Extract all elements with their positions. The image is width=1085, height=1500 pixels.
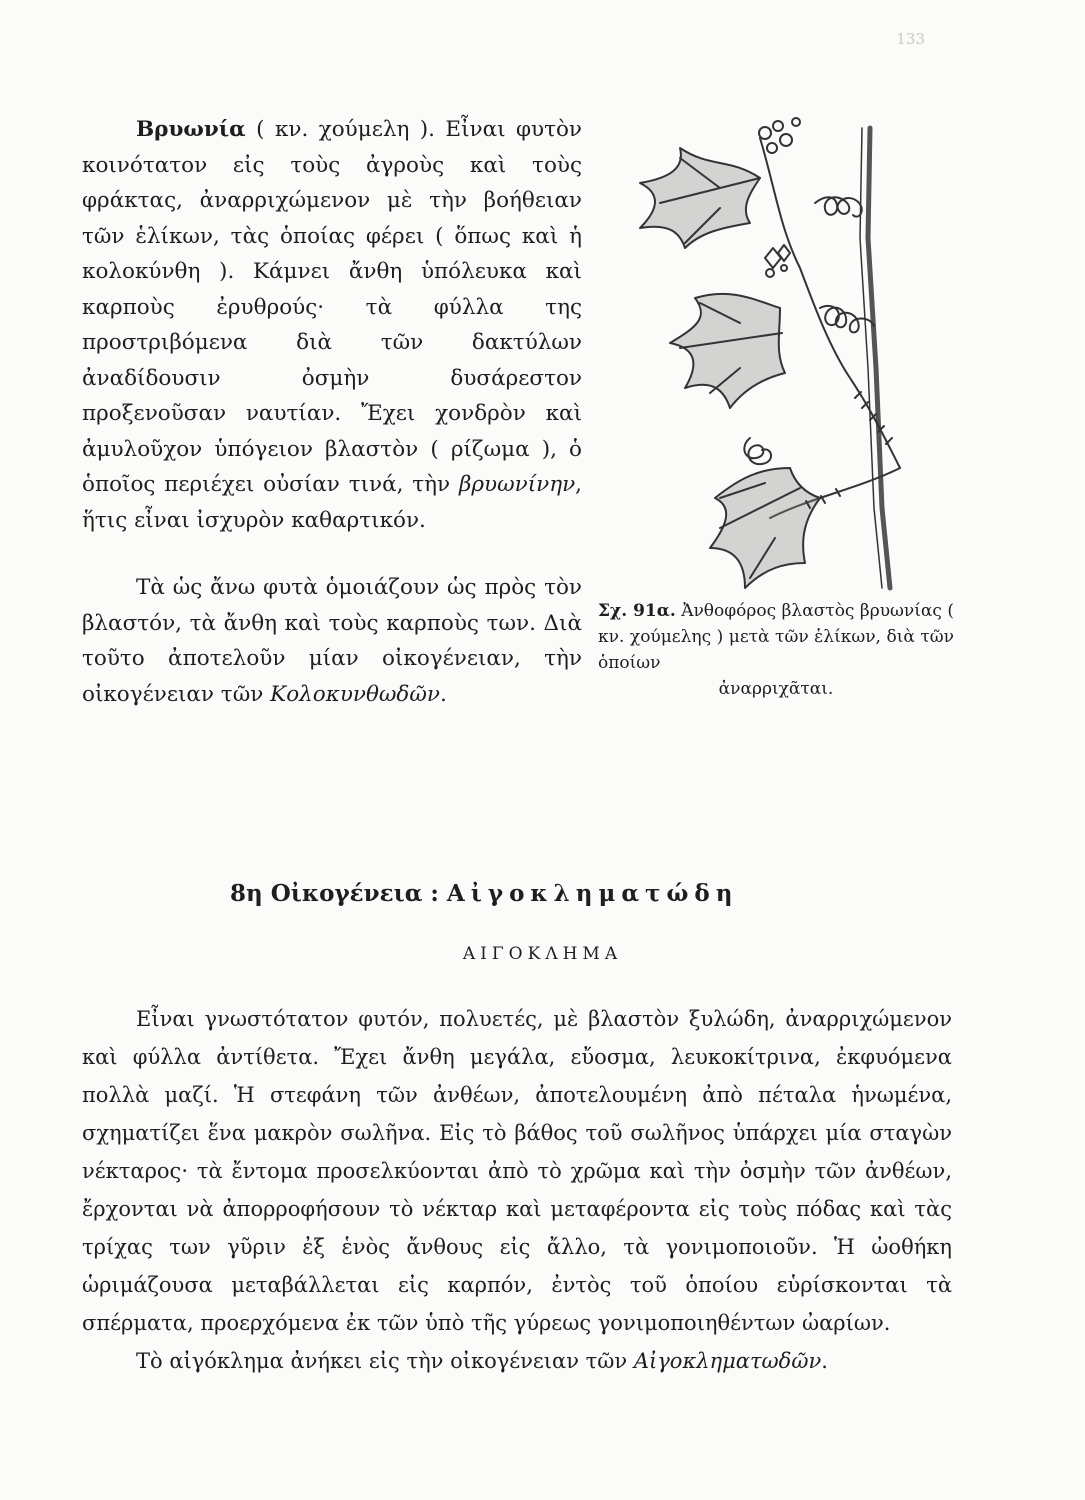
similarity-paragraph <box>82 570 582 712</box>
family-heading-name: Αἰγοκληματώδη <box>446 880 739 907</box>
section-title: ΑΙΓΟΚΛΗΜΑ <box>462 944 623 964</box>
family-heading <box>230 880 738 907</box>
figure-caption-end: ἀναρριχᾶται. <box>718 679 834 699</box>
plant-name: Βρυωνία <box>136 117 246 142</box>
bryonia-paragraph <box>82 112 582 538</box>
similarity-end: . <box>439 681 447 707</box>
plant-description-column <box>82 112 582 712</box>
similarity-text: Τὰ ὡς ἄνω φυτὰ ὁμοιάζουν ὡς πρὸς τὸν βλαστόν, τὰ ἄνθη καὶ τοὺς καρποὺς των. Διὰ τοῦτο ἀποτελοῦν μίαν οἰκογένειαν, τὴν οἰκογένειαν τῶν <box>82 575 582 707</box>
honeysuckle-description <box>82 1000 952 1380</box>
cucurbit-family-name: Κολοκυνθωδῶν <box>270 681 440 707</box>
plant-intro-end: , ἥτις εἶναι ἰσχυρὸν καθαρτικόν. <box>82 472 582 533</box>
figure-caption-text: Ἀνθοφόρος βλαστὸς βρυωνίας ( κν. χούμελης ) μετὰ τῶν ἑλίκων, διὰ τῶν ὁποίων <box>598 601 954 673</box>
plant-intro-text: ( κν. χούμελη ). Εἶναι φυτὸν κοινότατον εἰς τοὺς ἀγροὺς καὶ τοὺς φράκτας, ἀναρριχώμενον μὲ τὴν βοήθειαν τῶν ἑλίκων, τὰς ὁποίας φέρει ( ὅπως καὶ ἡ κολοκύνθη ). Κάμνει ἄνθη ὑπόλευκα καὶ καρποὺς ἐρυθρούς· τὰ φύλλα της προστριβόμενα διὰ τῶν δακτύλων ἀναδίδουσιν ὀσμὴν δυσάρεστον προξενοῦσαν ναυτίαν. Ἔχει χονδρὸν καὶ ἀμυλοῦχον ὑπόγειον βλαστὸν ( ρίζωμα ), ὁ ὁποῖος περιέχει οὐσίαν τινά, τὴν <box>82 117 582 497</box>
honeysuckle-family-name: Αἰγοκληματωδῶν <box>633 1349 822 1373</box>
substance-name: βρυωνίνην <box>458 472 576 497</box>
honeysuckle-family-paragraph <box>82 1342 952 1380</box>
page-number: 133 <box>896 30 925 48</box>
figure-label: Σχ. 91α. <box>598 601 676 621</box>
honeysuckle-family-text: Τὸ αἰγόκλημα ἀνήκει εἰς τὴν οἰκογένειαν τῶν <box>136 1349 634 1373</box>
family-heading-prefix: 8η Οἰκογένεια : <box>230 880 447 907</box>
bryonia-drawing <box>600 108 960 598</box>
honeysuckle-family-end: . <box>821 1349 828 1373</box>
bryonia-illustration <box>600 108 960 598</box>
honeysuckle-paragraph: Εἶναι γνωστότατον φυτόν, πολυετές, μὲ βλαστὸν ξυλώδη, ἀναρριχώμενον καὶ φύλλα ἀντίθετα. Ἔχει ἄνθη μεγάλα, εὔοσμα, λευκοκίτρινα, ἐκφυόμενα πολλὰ μαζί. Ἡ στεφάνη τῶν ἀνθέων, ἀποτελουμένη ἀπὸ πέταλα ἡνωμένα, σχηματίζει ἕνα μακρὸν σωλῆνα. Εἰς τὸ βάθος τοῦ σωλῆνος ὑπάρχει μία σταγὼν νέκταρος· τὰ ἔντομα προσελκύονται ἀπὸ τὸ χρῶμα καὶ τὴν ὀσμὴν τῶν ἀνθέων, ἔρχονται νὰ ἀπορροφήσουν τὸ νέκταρ καὶ μεταφέροντα εἰς τοὺς πόδας καὶ τὰς τρίχας των γῦριν ἐξ ἑνὸς ἄνθους εἰς ἄλλο, τὰ γονιμοποιοῦν. Ἡ ὠοθήκη ὡριμάζουσα μεταβάλλεται εἰς καρπόν, ἐντὸς τοῦ ὁποίου εὑρίσκονται τὰ σπέρματα, προερχόμενα ἐκ τῶν ὑπὸ τῆς γύρεως γονιμοποιηθέντων ὠαρίων. <box>82 1007 952 1335</box>
figure-caption <box>598 598 954 702</box>
